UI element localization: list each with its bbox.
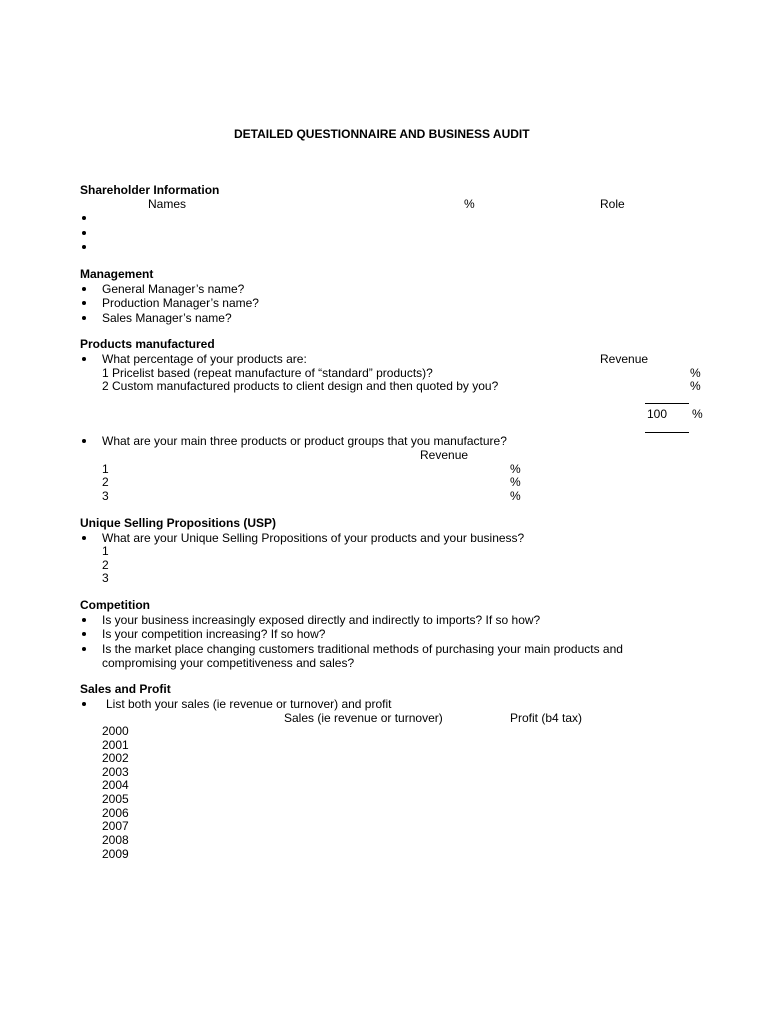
revenue-label: Revenue bbox=[600, 352, 649, 366]
bullet-icon bbox=[82, 287, 86, 291]
products-heading: Products manufactured bbox=[80, 337, 215, 351]
year-label: 2000 bbox=[102, 724, 129, 738]
bullet-icon bbox=[82, 702, 86, 706]
bullet-icon bbox=[82, 216, 86, 220]
usp-question: What are your Unique Selling Propositions of your products and your business? bbox=[102, 531, 525, 545]
profit-column-label: Profit (b4 tax) bbox=[510, 711, 583, 725]
sales-question: List both your sales (ie revenue or turnover) and profit bbox=[106, 697, 392, 711]
competition-item: Is the market place changing customers traditional methods of purchasing your main products and bbox=[102, 642, 623, 656]
management-heading: Management bbox=[80, 267, 154, 281]
bullet-icon bbox=[82, 618, 86, 622]
year-label: 2002 bbox=[102, 751, 129, 765]
bullet-icon bbox=[82, 632, 86, 636]
row-number: 2 bbox=[102, 558, 109, 572]
total-value: 100 bbox=[647, 407, 668, 421]
shareholder-heading: Shareholder Information bbox=[80, 183, 220, 197]
bullet-icon bbox=[82, 316, 86, 320]
products-question: What are your main three products or product groups that you manufacture? bbox=[102, 434, 507, 448]
year-label: 2008 bbox=[102, 833, 129, 847]
revenue-label: Revenue bbox=[420, 448, 469, 462]
product-option: 2 Custom manufactured products to client design and then quoted by you? bbox=[102, 379, 499, 393]
product-option: 1 Pricelist based (repeat manufacture of “standard” products)? bbox=[102, 366, 433, 380]
competition-item: Is your business increasingly exposed directly and indirectly to imports? If so how? bbox=[102, 613, 541, 627]
bullet-icon bbox=[82, 301, 86, 305]
row-number: 3 bbox=[102, 571, 109, 585]
percent-sign: % bbox=[510, 489, 521, 503]
percent-sign: % bbox=[510, 462, 521, 476]
year-label: 2001 bbox=[102, 738, 129, 752]
bullet-icon bbox=[82, 439, 86, 443]
row-number: 1 bbox=[102, 462, 109, 476]
percent-sign: % bbox=[510, 475, 521, 489]
competition-heading: Competition bbox=[80, 598, 150, 612]
bullet-icon bbox=[82, 357, 86, 361]
total-rule-top bbox=[645, 403, 689, 404]
products-question: What percentage of your products are: bbox=[102, 352, 307, 366]
sales-heading: Sales and Profit bbox=[80, 682, 171, 696]
management-item: General Manager’s name? bbox=[102, 282, 245, 296]
row-number: 3 bbox=[102, 489, 109, 503]
bullet-icon bbox=[82, 245, 86, 249]
year-label: 2006 bbox=[102, 806, 129, 820]
year-label: 2007 bbox=[102, 819, 129, 833]
competition-item-continued: compromising your competitiveness and sales? bbox=[102, 656, 355, 670]
year-label: 2005 bbox=[102, 792, 129, 806]
competition-item: Is your competition increasing? If so how? bbox=[102, 627, 326, 641]
row-number: 2 bbox=[102, 475, 109, 489]
year-label: 2003 bbox=[102, 765, 129, 779]
role-column-label: Role bbox=[600, 197, 625, 211]
percent-column-label: % bbox=[464, 197, 475, 211]
sales-column-label: Sales (ie revenue or turnover) bbox=[284, 711, 443, 725]
page-title: DETAILED QUESTIONNAIRE AND BUSINESS AUDIT bbox=[234, 127, 530, 141]
total-rule-bottom bbox=[645, 432, 689, 433]
usp-heading: Unique Selling Propositions (USP) bbox=[80, 516, 277, 530]
bullet-icon bbox=[82, 231, 86, 235]
percent-sign: % bbox=[690, 366, 701, 380]
bullet-icon bbox=[82, 647, 86, 651]
names-column-label: Names bbox=[148, 197, 187, 211]
percent-sign: % bbox=[690, 379, 701, 393]
bullet-icon bbox=[82, 536, 86, 540]
row-number: 1 bbox=[102, 544, 109, 558]
year-label: 2004 bbox=[102, 778, 129, 792]
management-item: Production Manager’s name? bbox=[102, 296, 259, 310]
percent-sign: % bbox=[692, 407, 703, 421]
management-item: Sales Manager’s name? bbox=[102, 311, 232, 325]
year-label: 2009 bbox=[102, 847, 129, 861]
